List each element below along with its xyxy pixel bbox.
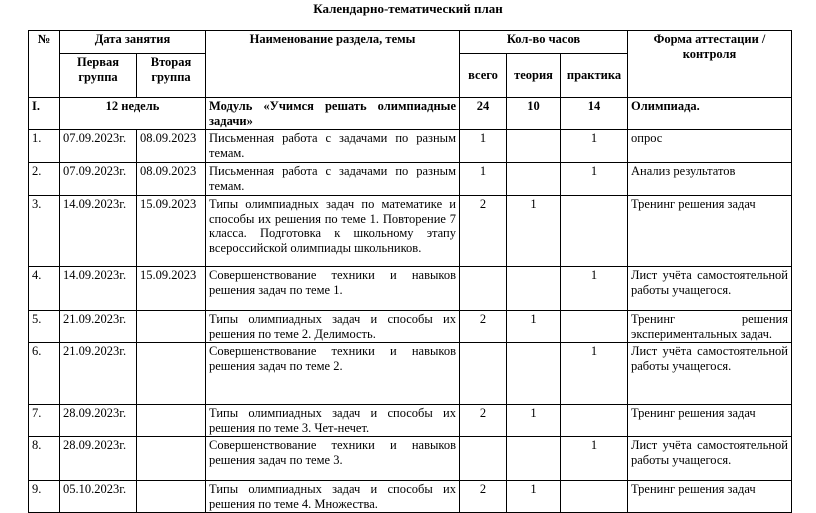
row-practice (561, 481, 628, 513)
row-form: Тренинг решения задач (628, 196, 792, 267)
row-date-group1: 07.09.2023г. (60, 163, 137, 196)
row-topic: Типы олимпиадных задач и способы их решения по теме 2. Делимость. (206, 311, 460, 343)
table-row (29, 163, 792, 196)
row-date-group2 (137, 481, 206, 513)
module-weeks: 12 недель (60, 98, 206, 130)
row-total (460, 267, 507, 311)
row-date-group1: 05.10.2023г. (60, 481, 137, 513)
row-topic: Совершенствование техники и навыков решения задач по теме 3. (206, 437, 460, 481)
header-group1: Первая группа (60, 54, 137, 98)
row-total: 1 (460, 163, 507, 196)
row-form: Тренинг решения задач (628, 481, 792, 513)
row-form: опрос (628, 130, 792, 163)
module-total: 24 (460, 98, 507, 130)
row-date-group2 (137, 405, 206, 437)
row-date-group2: 15.09.2023 (137, 267, 206, 311)
module-topic: Модуль «Учимся решать олимпиадные задачи» (206, 98, 460, 130)
row-date-group1: 07.09.2023г. (60, 130, 137, 163)
module-row (29, 98, 792, 130)
module-practice: 14 (561, 98, 628, 130)
header-total: всего (460, 54, 507, 98)
row-theory (507, 343, 561, 405)
row-num: 6. (29, 343, 60, 405)
table-row (29, 196, 792, 267)
row-total: 2 (460, 196, 507, 267)
table-row (29, 130, 792, 163)
module-theory: 10 (507, 98, 561, 130)
plan-table (28, 30, 792, 513)
row-total: 1 (460, 130, 507, 163)
header-group2: Вторая группа (137, 54, 206, 98)
row-date-group2 (137, 311, 206, 343)
row-topic: Письменная работа с задачами по разным темам. (206, 163, 460, 196)
row-date-group2 (137, 437, 206, 481)
row-topic: Типы олимпиадных задач и способы их решения по теме 3. Чет-нечет. (206, 405, 460, 437)
row-date-group2: 15.09.2023 (137, 196, 206, 267)
row-practice: 1 (561, 267, 628, 311)
table-row (29, 405, 792, 437)
row-topic: Совершенствование техники и навыков решения задач по теме 1. (206, 267, 460, 311)
row-num: 3. (29, 196, 60, 267)
row-theory: 1 (507, 311, 561, 343)
header-theory: теория (507, 54, 561, 98)
page-title: Календарно-тематический план (313, 1, 503, 16)
row-practice (561, 311, 628, 343)
row-num: 9. (29, 481, 60, 513)
header-num: № (29, 31, 60, 98)
row-date-group2: 08.09.2023 (137, 130, 206, 163)
row-total: 2 (460, 311, 507, 343)
row-date-group1: 14.09.2023г. (60, 196, 137, 267)
header-topic: Наименование раздела, темы (206, 31, 460, 98)
row-form: Лист учёта самостоятельной работы учащегося. (628, 437, 792, 481)
row-num: 8. (29, 437, 60, 481)
row-practice: 1 (561, 343, 628, 405)
row-num: 7. (29, 405, 60, 437)
header-hours: Кол-во часов (460, 31, 628, 54)
row-date-group1: 14.09.2023г. (60, 267, 137, 311)
table-row (29, 267, 792, 311)
row-theory: 1 (507, 405, 561, 437)
row-date-group2 (137, 343, 206, 405)
header-practice: практика (561, 54, 628, 98)
row-date-group2: 08.09.2023 (137, 163, 206, 196)
row-total (460, 343, 507, 405)
row-topic: Типы олимпиадных задач по математике и способы их решения по теме 1. Повторение 7 класса. Подготовка к школьному этапу всероссийской олимпиады школьников. (206, 196, 460, 267)
module-form: Олимпиада. (628, 98, 792, 130)
row-date-group1: 28.09.2023г. (60, 405, 137, 437)
row-theory: 1 (507, 196, 561, 267)
row-num: 5. (29, 311, 60, 343)
table-row (29, 343, 792, 405)
row-form: Анализ результатов (628, 163, 792, 196)
header-form: Форма аттестации / контроля (628, 31, 792, 98)
header-date: Дата занятия (60, 31, 206, 54)
row-date-group1: 21.09.2023г. (60, 343, 137, 405)
header-row (29, 31, 792, 54)
row-theory (507, 130, 561, 163)
row-date-group1: 21.09.2023г. (60, 311, 137, 343)
table-row (29, 311, 792, 343)
module-num: I. (29, 98, 60, 130)
row-theory (507, 267, 561, 311)
row-date-group1: 28.09.2023г. (60, 437, 137, 481)
row-topic: Письменная работа с задачами по разным темам. (206, 130, 460, 163)
row-theory (507, 437, 561, 481)
row-total (460, 437, 507, 481)
row-form: Тренинг решения экспериментальных задач. (628, 311, 792, 343)
row-total: 2 (460, 481, 507, 513)
row-form: Лист учёта самостоятельной работы учащегося. (628, 267, 792, 311)
row-practice (561, 196, 628, 267)
row-practice: 1 (561, 130, 628, 163)
row-practice: 1 (561, 163, 628, 196)
row-topic: Совершенствование техники и навыков решения задач по теме 2. (206, 343, 460, 405)
row-num: 1. (29, 130, 60, 163)
table-row (29, 481, 792, 513)
row-topic: Типы олимпиадных задач и способы их решения по теме 4. Множества. (206, 481, 460, 513)
table-row (29, 437, 792, 481)
row-form: Лист учёта самостоятельной работы учащегося. (628, 343, 792, 405)
row-theory: 1 (507, 481, 561, 513)
row-form: Тренинг решения задач (628, 405, 792, 437)
row-num: 4. (29, 267, 60, 311)
row-practice (561, 405, 628, 437)
row-theory (507, 163, 561, 196)
row-num: 2. (29, 163, 60, 196)
row-practice: 1 (561, 437, 628, 481)
row-total: 2 (460, 405, 507, 437)
